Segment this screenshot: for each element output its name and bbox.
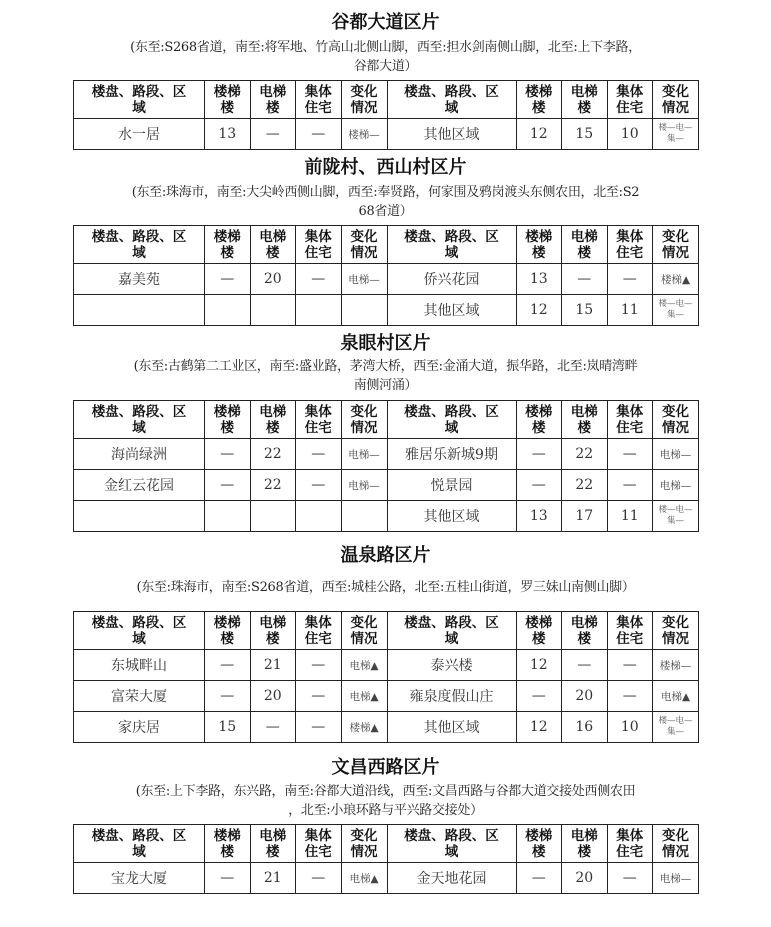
collective-housing-price: —: [607, 264, 653, 295]
stair-building-price: —: [516, 470, 562, 501]
property-name: 宝龙大厦: [74, 863, 205, 894]
section-title: 前陇村、西山村区片: [304, 157, 467, 178]
elevator-building-price: 20: [250, 681, 296, 712]
property-name: 金红云花园: [74, 470, 205, 501]
header-change: 变化 情况: [653, 401, 699, 439]
collective-housing-price: —: [296, 119, 342, 150]
table-row: [74, 650, 699, 681]
collective-housing-price: —: [607, 439, 653, 470]
header-change: 变化 情况: [653, 226, 699, 264]
header-property: 楼盘、路段、区 域: [387, 401, 516, 439]
stair-building-price: 13: [516, 264, 562, 295]
header-collective-housing: 集体 住宅: [607, 612, 653, 650]
elevator-building-price: 16: [562, 712, 608, 743]
header-property: 楼盘、路段、区 域: [74, 612, 205, 650]
header-elevator-building: 电梯 楼: [250, 81, 296, 119]
collective-housing-price: —: [296, 264, 342, 295]
stair-building-price: 13: [516, 501, 562, 532]
header-property: 楼盘、路段、区 域: [74, 226, 205, 264]
section-title: 谷都大道区片: [331, 12, 440, 33]
property-name: 其他区域: [387, 295, 516, 326]
header-stair-building: 楼梯 楼: [516, 825, 562, 863]
property-name: 其他区域: [387, 501, 516, 532]
header-stair-building: 楼梯 楼: [516, 401, 562, 439]
elevator-building-price: 17: [562, 501, 608, 532]
change-status: 电梯—: [653, 439, 699, 470]
elevator-building-price: [250, 501, 296, 532]
property-name: 侨兴花园: [387, 264, 516, 295]
collective-housing-price: —: [296, 681, 342, 712]
table-header-row: [74, 226, 699, 264]
change-status: 电梯—: [341, 439, 387, 470]
header-property: 楼盘、路段、区 域: [387, 612, 516, 650]
stair-building-price: —: [205, 863, 251, 894]
section-boundary-line-1: (东至:古鹤第二工业区，南至:盛业路，茅湾大桥，西至:金涌大道，振华路，北至:岚晴湾畔: [133, 359, 638, 374]
elevator-building-price: —: [250, 119, 296, 150]
property-name: 泰兴楼: [387, 650, 516, 681]
elevator-building-price: 21: [250, 650, 296, 681]
header-property: 楼盘、路段、区 域: [74, 825, 205, 863]
header-stair-building: 楼梯 楼: [205, 612, 251, 650]
header-elevator-building: 电梯 楼: [562, 226, 608, 264]
change-status: 楼梯—: [653, 650, 699, 681]
elevator-building-price: 20: [250, 264, 296, 295]
section-title: 温泉路区片: [340, 545, 431, 566]
stair-building-price: 13: [205, 119, 251, 150]
change-status: 电梯▲: [341, 650, 387, 681]
change-status: 楼梯▲: [341, 712, 387, 743]
property-name: 水一居: [74, 119, 205, 150]
property-name: 其他区域: [387, 712, 516, 743]
stair-building-price: 12: [516, 295, 562, 326]
elevator-building-price: 22: [562, 439, 608, 470]
price-table: [73, 400, 699, 532]
header-elevator-building: 电梯 楼: [250, 612, 296, 650]
change-status: [341, 501, 387, 532]
header-collective-housing: 集体 住宅: [296, 401, 342, 439]
section-boundary-line-2: 南侧河涌）: [353, 378, 418, 393]
header-property: 楼盘、路段、区 域: [74, 81, 205, 119]
header-change: 变化 情况: [653, 825, 699, 863]
header-change: 变化 情况: [341, 401, 387, 439]
section-boundary-line-1: (东至:珠海市，南至:大尖岭西侧山脚，西至:奉贤路，何家围及鸦岗渡头东侧农田，北至:S2: [131, 185, 640, 200]
collective-housing-price: —: [296, 863, 342, 894]
table-header-row: [74, 825, 699, 863]
header-collective-housing: 集体 住宅: [296, 81, 342, 119]
collective-housing-price: —: [296, 650, 342, 681]
change-status: 电梯▲: [653, 681, 699, 712]
elevator-building-price: —: [250, 712, 296, 743]
section-title: 文昌西路区片: [331, 757, 440, 778]
table-row: [74, 681, 699, 712]
stair-building-price: —: [516, 863, 562, 894]
header-stair-building: 楼梯 楼: [205, 226, 251, 264]
stair-building-price: 12: [516, 650, 562, 681]
header-property: 楼盘、路段、区 域: [387, 226, 516, 264]
change-status: 电梯▲: [341, 681, 387, 712]
elevator-building-price: —: [562, 264, 608, 295]
collective-housing-price: 11: [607, 295, 653, 326]
collective-housing-price: —: [296, 439, 342, 470]
change-status: 楼—电— 集—: [653, 501, 699, 532]
stair-building-price: —: [205, 650, 251, 681]
collective-housing-price: —: [607, 681, 653, 712]
header-property: 楼盘、路段、区 域: [387, 825, 516, 863]
header-collective-housing: 集体 住宅: [607, 825, 653, 863]
change-status: [341, 295, 387, 326]
collective-housing-price: —: [607, 470, 653, 501]
header-change: 变化 情况: [341, 226, 387, 264]
collective-housing-price: [296, 295, 342, 326]
header-elevator-building: 电梯 楼: [562, 612, 608, 650]
stair-building-price: 12: [516, 712, 562, 743]
header-elevator-building: 电梯 楼: [250, 825, 296, 863]
table-row: [74, 712, 699, 743]
elevator-building-price: [250, 295, 296, 326]
property-name: 雅居乐新城9期: [387, 439, 516, 470]
collective-housing-price: —: [607, 863, 653, 894]
stair-building-price: —: [516, 681, 562, 712]
change-status: 楼—电— 集—: [653, 119, 699, 150]
collective-housing-price: 10: [607, 119, 653, 150]
section-boundary-line-1: (东至:珠海市，南至:S268省道，西至:城桂公路，北至:五桂山街道，罗三妹山南侧山脚）: [136, 580, 635, 595]
header-collective-housing: 集体 住宅: [607, 226, 653, 264]
stair-building-price: —: [205, 264, 251, 295]
header-elevator-building: 电梯 楼: [250, 401, 296, 439]
section-title: 泉眼村区片: [340, 333, 431, 354]
table-row: [74, 501, 699, 532]
stair-building-price: —: [205, 470, 251, 501]
elevator-building-price: 15: [562, 295, 608, 326]
header-change: 变化 情况: [653, 612, 699, 650]
collective-housing-price: —: [296, 712, 342, 743]
header-collective-housing: 集体 住宅: [296, 226, 342, 264]
change-status: 电梯▲: [341, 863, 387, 894]
stair-building-price: —: [516, 439, 562, 470]
collective-housing-price: —: [296, 470, 342, 501]
header-collective-housing: 集体 住宅: [296, 612, 342, 650]
elevator-building-price: 15: [562, 119, 608, 150]
change-status: 电梯—: [653, 863, 699, 894]
header-change: 变化 情况: [341, 81, 387, 119]
table-row: [74, 119, 699, 150]
property-name: 海尚绿洲: [74, 439, 205, 470]
elevator-building-price: 20: [562, 681, 608, 712]
header-stair-building: 楼梯 楼: [205, 81, 251, 119]
section-boundary-line-1: (东至:上下李路，东兴路，南至:谷都大道沿线，西至:文昌西路与谷都大道交接处西侧农田: [135, 784, 636, 799]
section-boundary-line-2: ，北至:小琅环路与平兴路交接处）: [288, 803, 483, 818]
elevator-building-price: —: [562, 650, 608, 681]
header-elevator-building: 电梯 楼: [562, 401, 608, 439]
table-header-row: [74, 401, 699, 439]
header-stair-building: 楼梯 楼: [205, 825, 251, 863]
elevator-building-price: 21: [250, 863, 296, 894]
table-row: [74, 295, 699, 326]
property-name: 家庆居: [74, 712, 205, 743]
property-name: 东城畔山: [74, 650, 205, 681]
header-property: 楼盘、路段、区 域: [74, 401, 205, 439]
section-boundary-line-2: 68省道）: [358, 204, 413, 219]
change-status: 电梯—: [341, 264, 387, 295]
change-status: 楼梯—: [341, 119, 387, 150]
header-change: 变化 情况: [341, 825, 387, 863]
header-collective-housing: 集体 住宅: [296, 825, 342, 863]
header-elevator-building: 电梯 楼: [250, 226, 296, 264]
header-stair-building: 楼梯 楼: [205, 401, 251, 439]
property-name: 其他区域: [387, 119, 516, 150]
change-status: 楼—电— 集—: [653, 295, 699, 326]
elevator-building-price: 22: [250, 470, 296, 501]
table-row: [74, 863, 699, 894]
collective-housing-price: —: [607, 650, 653, 681]
change-status: 楼梯▲: [653, 264, 699, 295]
header-change: 变化 情况: [653, 81, 699, 119]
collective-housing-price: 10: [607, 712, 653, 743]
header-stair-building: 楼梯 楼: [516, 226, 562, 264]
stair-building-price: —: [205, 439, 251, 470]
header-stair-building: 楼梯 楼: [516, 612, 562, 650]
table-row: [74, 470, 699, 501]
header-stair-building: 楼梯 楼: [516, 81, 562, 119]
header-change: 变化 情况: [341, 612, 387, 650]
header-elevator-building: 电梯 楼: [562, 825, 608, 863]
header-collective-housing: 集体 住宅: [607, 401, 653, 439]
stair-building-price: —: [205, 681, 251, 712]
price-table: [73, 225, 699, 326]
section-boundary-line-2: 谷都大道）: [353, 59, 418, 74]
change-status: 电梯—: [341, 470, 387, 501]
price-table: [73, 824, 699, 894]
elevator-building-price: 22: [562, 470, 608, 501]
section-boundary-line-1: (东至:S268省道，南至:将军地、竹高山北侧山脚，西至:担水剑南侧山脚，北至:上下李路，: [130, 40, 641, 55]
property-name: 富荣大厦: [74, 681, 205, 712]
header-property: 楼盘、路段、区 域: [387, 81, 516, 119]
collective-housing-price: 11: [607, 501, 653, 532]
property-name: 悦景园: [387, 470, 516, 501]
elevator-building-price: 20: [562, 863, 608, 894]
price-table: [73, 80, 699, 150]
header-elevator-building: 电梯 楼: [562, 81, 608, 119]
property-name: 嘉美苑: [74, 264, 205, 295]
stair-building-price: 12: [516, 119, 562, 150]
collective-housing-price: [296, 501, 342, 532]
property-name: [74, 501, 205, 532]
price-table: [73, 611, 699, 743]
header-collective-housing: 集体 住宅: [607, 81, 653, 119]
property-name: 雍泉度假山庄: [387, 681, 516, 712]
table-row: [74, 264, 699, 295]
change-status: 楼—电— 集—: [653, 712, 699, 743]
stair-building-price: 15: [205, 712, 251, 743]
table-header-row: [74, 81, 699, 119]
property-name: [74, 295, 205, 326]
elevator-building-price: 22: [250, 439, 296, 470]
stair-building-price: [205, 501, 251, 532]
table-row: [74, 439, 699, 470]
table-header-row: [74, 612, 699, 650]
change-status: 电梯—: [653, 470, 699, 501]
stair-building-price: [205, 295, 251, 326]
property-name: 金天地花园: [387, 863, 516, 894]
